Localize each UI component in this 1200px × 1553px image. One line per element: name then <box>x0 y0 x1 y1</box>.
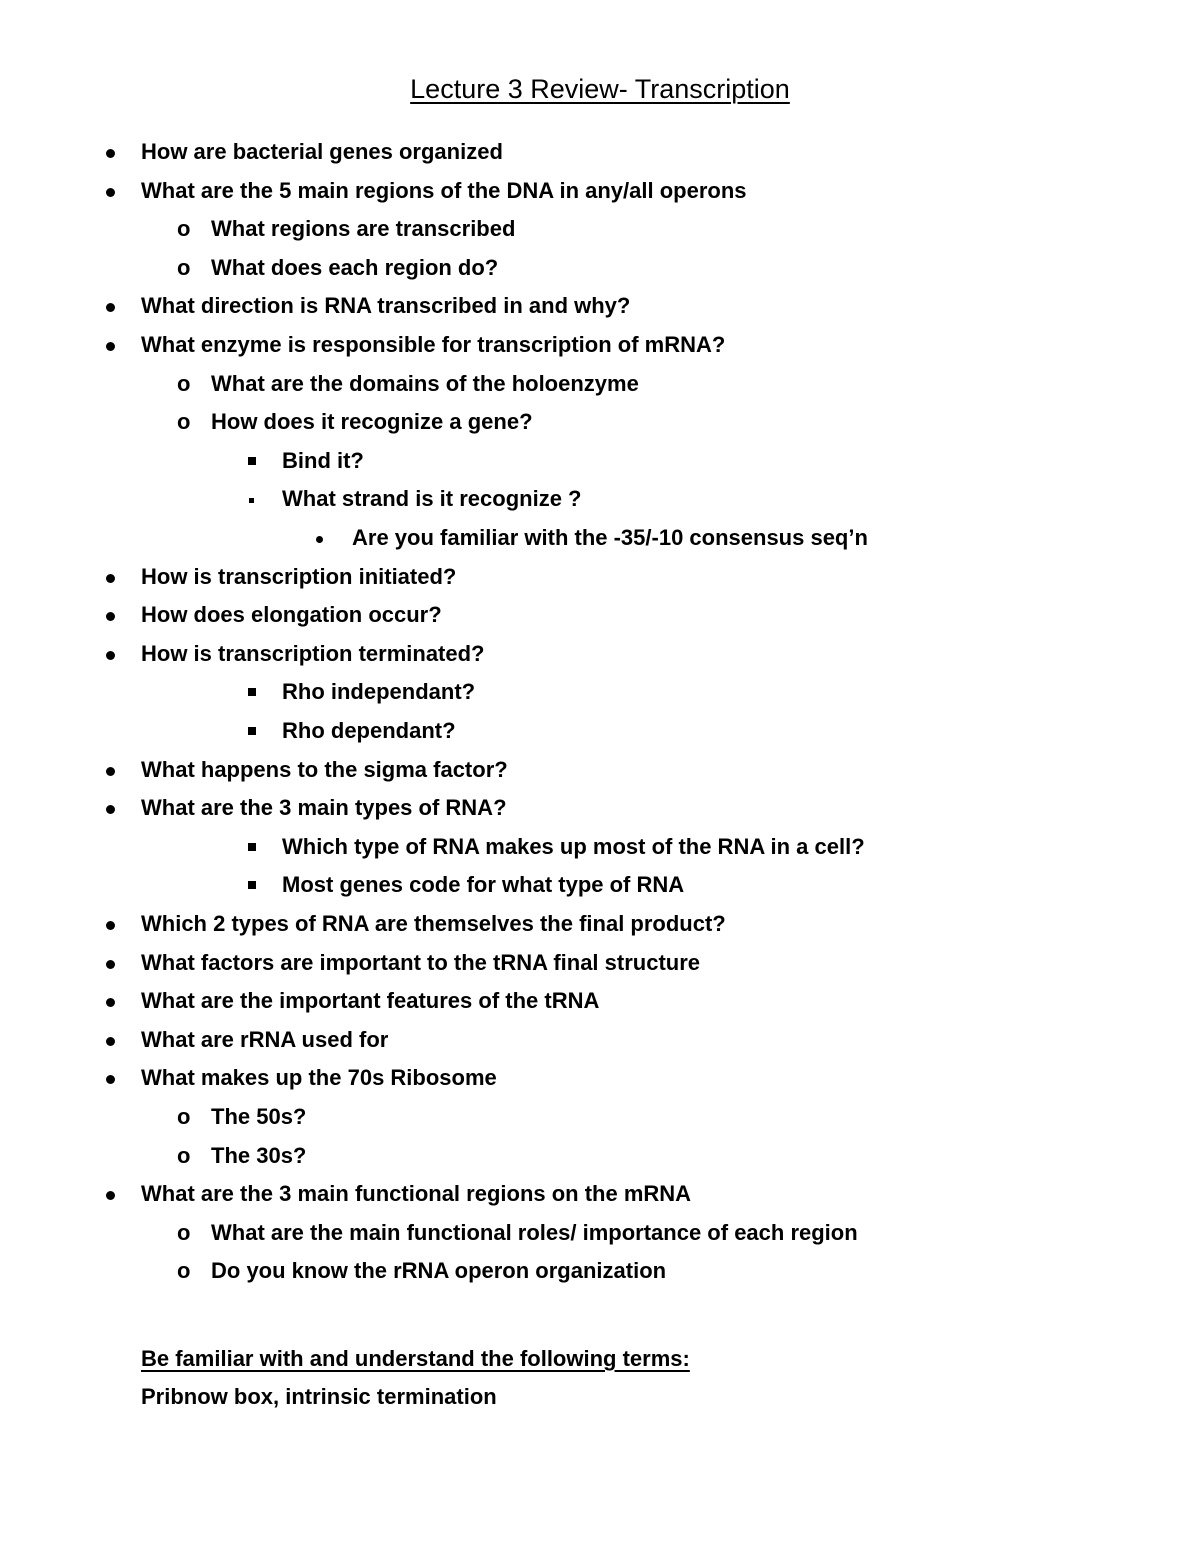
list-item-text: Rho independant? <box>282 679 476 704</box>
bullet-dot-icon <box>106 805 115 814</box>
list-item-text: The 30s? <box>211 1143 307 1168</box>
list-item-text: Bind it? <box>282 448 364 473</box>
bullet-square-icon <box>248 727 256 735</box>
list-item-text: What are the 3 main functional regions on the mRNA <box>141 1181 692 1206</box>
bullet-dot-icon <box>106 921 115 930</box>
list-item-text: How does elongation occur? <box>141 602 442 627</box>
list-item-text: What factors are important to the tRNA final structure <box>141 950 701 975</box>
list-item-text: How are bacterial genes organized <box>141 139 503 164</box>
page-title: Lecture 3 Review- Transcription <box>410 74 790 104</box>
bullet-circle-icon: o <box>177 1143 191 1168</box>
list-item-text: What are the main functional roles/ importance of each region <box>211 1220 858 1245</box>
list-item-text: Are you familiar with the -35/-10 consensus seq’n <box>352 525 868 550</box>
bullet-dot-icon <box>106 1075 115 1084</box>
bullet-circle-icon: o <box>177 1258 191 1283</box>
bullet-dot-icon <box>106 149 115 158</box>
list-item-text: Do you know the rRNA operon organization <box>211 1258 667 1283</box>
bullet-circle-icon: o <box>177 216 191 241</box>
list-item-text: How is transcription initiated? <box>141 564 457 589</box>
bullet-circle-icon: o <box>177 1104 191 1129</box>
bullet-dot-icon <box>106 1037 115 1046</box>
list-item-text: Which type of RNA makes up most of the RNA in a cell? <box>282 834 865 859</box>
list-item-text: What are the 5 main regions of the DNA in any/all operons <box>141 178 747 203</box>
bullet-square-icon <box>248 881 256 889</box>
list-item-text: Rho dependant? <box>282 718 456 743</box>
list-item-text: What does each region do? <box>211 255 499 280</box>
bullet-dot-icon <box>106 612 115 621</box>
bullet-dot-icon <box>106 574 115 583</box>
list-item-text: How is transcription terminated? <box>141 641 485 666</box>
list-item-text: Most genes code for what type of RNA <box>282 872 685 897</box>
list-item-text: What regions are transcribed <box>211 216 516 241</box>
bullet-square-icon <box>248 688 256 696</box>
bullet-dot-icon <box>106 767 115 776</box>
list-item-text: The 50s? <box>211 1104 307 1129</box>
list-item-text: What are the 3 main types of RNA? <box>141 795 507 820</box>
list-item-text: What are the important features of the tRNA <box>141 988 600 1013</box>
list-item-text: What direction is RNA transcribed in and why? <box>141 293 631 318</box>
list-item-text: What are the domains of the holoenzyme <box>211 371 639 396</box>
bullet-dot-icon <box>106 960 115 969</box>
list-item-text: What happens to the sigma factor? <box>141 757 508 782</box>
list-item-text: Which 2 types of RNA are themselves the final product? <box>141 911 726 936</box>
bullet-square-icon <box>248 843 256 851</box>
bullet-dot-icon <box>316 536 323 543</box>
bullet-dot-icon <box>106 342 115 351</box>
list-item-text: What enzyme is responsible for transcription of mRNA? <box>141 332 726 357</box>
bullet-circle-icon: o <box>177 255 191 280</box>
bullet-circle-icon: o <box>177 409 191 434</box>
bullet-dot-icon <box>106 188 115 197</box>
bullet-dot-icon <box>106 1191 115 1200</box>
bullet-square-icon <box>248 457 256 465</box>
list-item-text: What strand is it recognize ? <box>282 486 582 511</box>
bullet-circle-icon: o <box>177 1220 191 1245</box>
list-item-text: How does it recognize a gene? <box>211 409 533 434</box>
terms-list: Pribnow box, intrinsic termination <box>141 1384 497 1409</box>
bullet-dot-icon <box>106 998 115 1007</box>
terms-heading: Be familiar with and understand the following terms: <box>141 1346 690 1371</box>
bullet-circle-icon: o <box>177 371 191 396</box>
list-item-text: What are rRNA used for <box>141 1027 389 1052</box>
bullet-dot-icon <box>106 651 115 660</box>
list-item-text: What makes up the 70s Ribosome <box>141 1065 497 1090</box>
bullet-dot-icon <box>106 303 115 312</box>
bullet-square-icon <box>249 498 254 503</box>
